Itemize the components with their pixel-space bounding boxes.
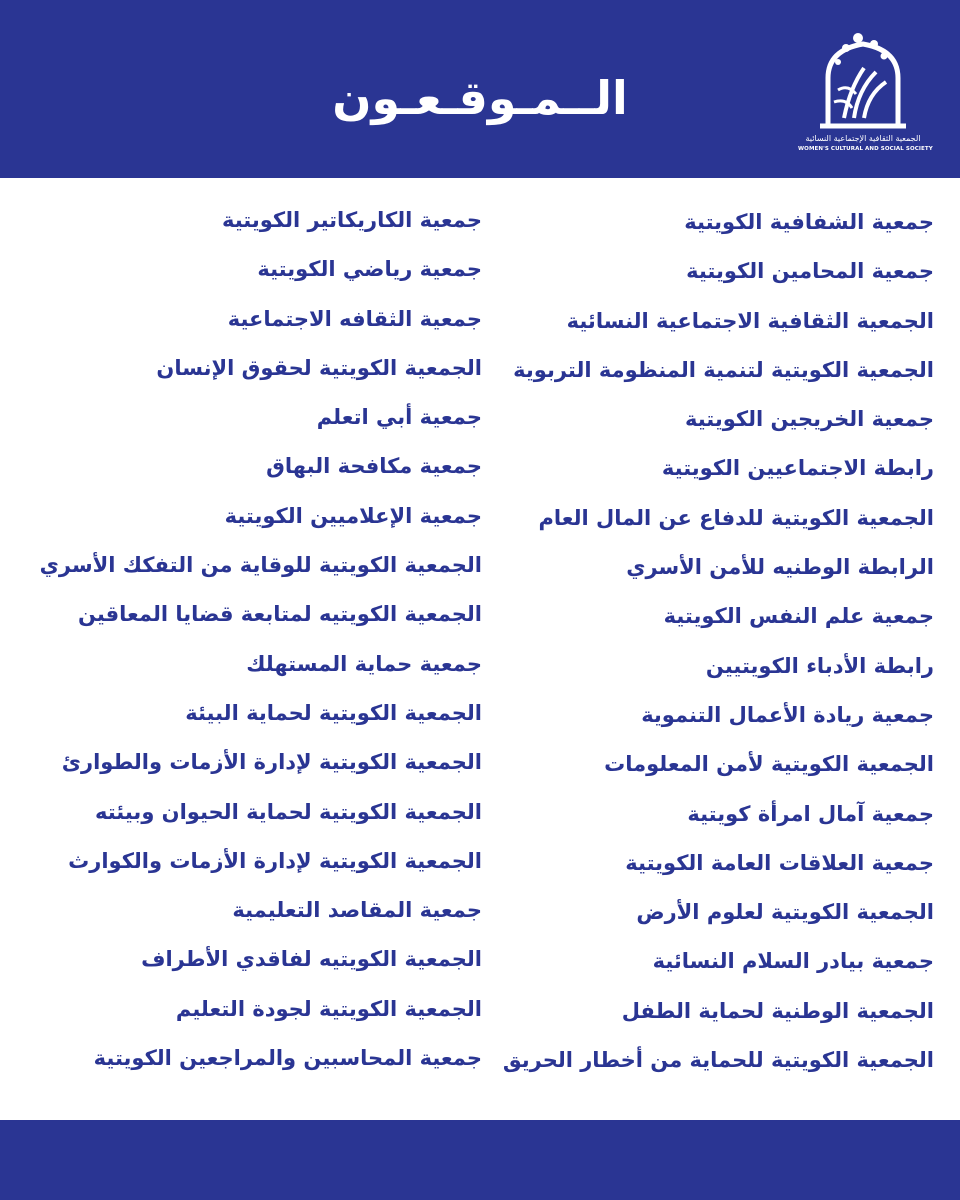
list-item: الجمعية الكويتية للحماية من أخطار الحريق <box>502 1048 934 1073</box>
wcss-logo <box>798 28 933 158</box>
logo-name-arabic: الجمعية الثقافية الإجتماعية النسائية <box>805 134 921 143</box>
list-item: جمعية المقاصد التعليمية <box>232 898 482 923</box>
list-item: الجمعية الكويتية لتنمية المنظومة التربوية <box>513 357 934 382</box>
list-item: جمعية مكافحة البهاق <box>266 454 482 479</box>
signatories-right-column <box>502 198 934 1085</box>
list-item: جمعية الثقافه الاجتماعية <box>227 306 482 331</box>
list-item: رابطة الأدباء الكويتيين <box>705 653 934 678</box>
list-item: جمعية ريادة الأعمال التنموية <box>641 702 934 727</box>
list-item: الجمعية الكويتية للدفاع عن المال العام <box>538 505 934 530</box>
list-item: الجمعية الكويتية للوقاية من التفكك الأسري <box>39 553 482 578</box>
list-item: الجمعية الكويتية لحماية الحيوان وبيئته <box>94 799 482 824</box>
page-title: الــمـوقـعـون <box>332 71 628 125</box>
list-item: الجمعية الكويتية لحماية البيئة <box>185 700 482 725</box>
list-item: جمعية الخريجين الكويتية <box>685 407 934 432</box>
list-item: جمعية الكاريكاتير الكويتية <box>222 208 482 232</box>
header-banner <box>0 0 960 178</box>
list-item: جمعية المحاسبين والمراجعين الكويتية <box>93 1046 482 1071</box>
footer-banner <box>0 1120 960 1200</box>
list-item: الجمعية الكويتية لإدارة الأزمات والطوارئ <box>61 750 482 775</box>
list-item: جمعية حماية المستهلك <box>246 651 482 676</box>
list-item: رابطة الاجتماعيين الكويتية <box>661 456 934 481</box>
list-item: الجمعية الكويتيه لفاقدي الأطراف <box>141 947 482 972</box>
signatories-left-column <box>39 196 482 1083</box>
wcss-logo-icon <box>798 28 928 132</box>
list-item: جمعية الإعلاميين الكويتية <box>224 503 482 528</box>
list-item: جمعية رياضي الكويتية <box>257 257 482 282</box>
list-item: جمعية بيادر السلام النسائية <box>652 949 934 974</box>
list-item: الرابطة الوطنيه للأمن الأسري <box>626 555 934 580</box>
list-item: جمعية العلاقات العامة الكويتية <box>625 850 934 875</box>
list-item: جمعية أبي اتعلم <box>316 405 482 430</box>
list-item: الجمعية الكويتية لأمن المعلومات <box>604 752 934 777</box>
list-item: جمعية علم النفس الكويتية <box>663 604 934 629</box>
list-item: الجمعية الوطنية لحماية الطفل <box>621 998 934 1023</box>
list-item: الجمعية الكويتية لإدارة الأزمات والكوارث <box>68 848 482 873</box>
list-item: الجمعية الكويتية لعلوم الأرض <box>636 900 934 925</box>
list-item: جمعية آمال امرأة كويتية <box>687 801 934 826</box>
list-item: الجمعية الكويتيه لمتابعة قضايا المعاقين <box>77 602 482 627</box>
list-item: الجمعية الكويتية لجودة التعليم <box>175 996 482 1021</box>
list-item: الجمعية الثقافية الاجتماعية النسائية <box>566 308 934 333</box>
list-item: جمعية الشفافية الكويتية <box>684 210 934 234</box>
logo-name-english: WOMEN'S CULTURAL AND SOCIAL SOCIETY <box>798 146 933 152</box>
list-item: الجمعية الكويتية لحقوق الإنسان <box>156 355 482 380</box>
list-item: جمعية المحامين الكويتية <box>686 259 934 284</box>
